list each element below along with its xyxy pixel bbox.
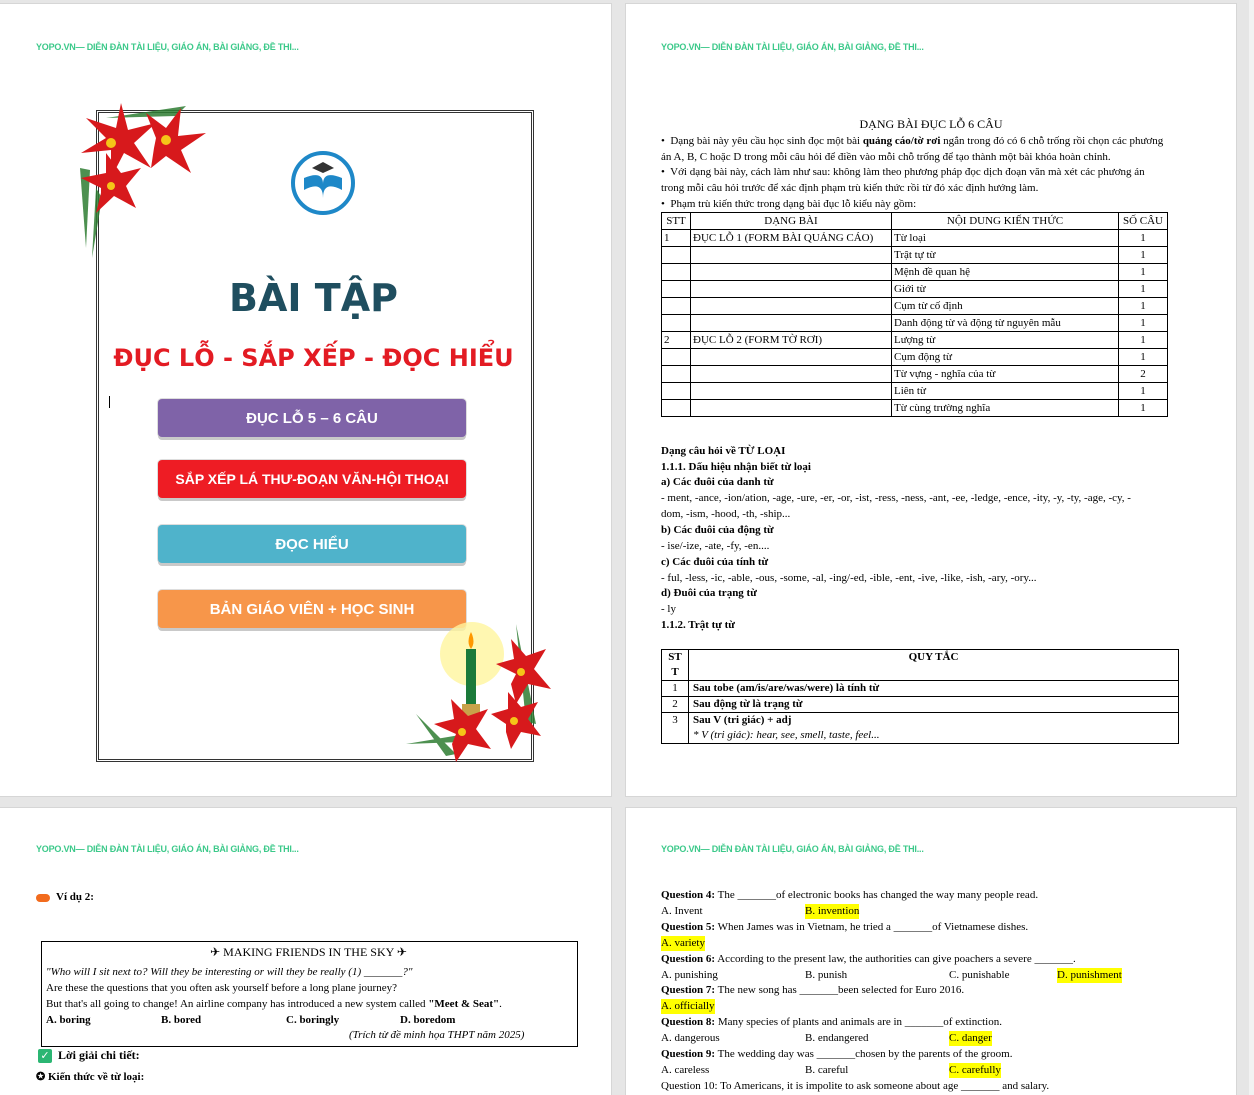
subsection-title: 1.1.2. Trật tự từ <box>661 619 735 631</box>
table-cell <box>691 247 892 264</box>
option-d[interactable]: D. boredom <box>400 1014 456 1026</box>
section-button-fill-in[interactable] <box>158 399 466 437</box>
table-cell <box>662 349 691 366</box>
table-cell: 3 <box>662 713 689 744</box>
table-cell: 1 <box>1119 400 1168 417</box>
page-header: YOPO.VN— DIỄN ĐÀN TÀI LIỆU, GIÁO ÁN, BÀI GIẢNG, ĐỀ THI... <box>36 42 299 52</box>
table-row <box>662 366 1168 383</box>
table-cell <box>662 264 691 281</box>
option-a[interactable]: A. Invent <box>661 905 703 917</box>
question-text: The _______of electronic books has changed the way many people read. <box>715 889 1039 901</box>
subsection-title: b) Các đuôi của động từ <box>661 524 774 536</box>
table-cell: Giới từ <box>892 281 1119 298</box>
table-cell: 2 <box>662 332 691 349</box>
table-row <box>662 230 1168 247</box>
table-header-cell: SỐ CÂU <box>1119 213 1168 230</box>
question-label: Question 4: <box>661 889 716 901</box>
option-b-answer[interactable]: B. invention <box>805 905 860 917</box>
table-cell: ĐỤC LỖ 2 (FORM TỜ RƠI) <box>691 332 892 349</box>
table-cell: ĐỤC LỖ 1 (FORM BÀI QUẢNG CÁO) <box>691 230 892 247</box>
table-row <box>662 697 1179 713</box>
question-text: The new song has _______been selected for Euro 2016. <box>715 984 965 996</box>
section-button-reading[interactable] <box>158 525 466 563</box>
table-row <box>662 264 1168 281</box>
check-icon: ✓ <box>38 1049 52 1063</box>
table-cell: Mệnh đề quan hệ <box>892 264 1119 281</box>
passage-line: "Who will I sit next to? Will they be interesting or will they be really (1) _______?" <box>46 966 413 978</box>
passage-text: . <box>499 998 502 1010</box>
table-header-cell <box>662 650 689 681</box>
table-header-cell: NỘI DUNG KIẾN THỨC <box>892 213 1119 230</box>
section-heading: DẠNG BÀI ĐỤC LỖ 6 CÂU <box>859 117 1003 131</box>
page-header: YOPO.VN— DIỄN ĐÀN TÀI LIỆU, GIÁO ÁN, BÀI GIẢNG, ĐỀ THI... <box>661 844 924 854</box>
cover-title: BÀI TẬP <box>229 276 398 320</box>
passage-title: ✈ MAKING FRIENDS IN THE SKY ✈ <box>210 945 407 959</box>
option-a[interactable]: A. boring <box>46 1014 91 1026</box>
table-cell <box>662 315 691 332</box>
table-row <box>662 349 1168 366</box>
poinsettia-decoration-top-left <box>66 98 226 268</box>
knowledge-label: ✪ Kiến thức về từ loại: <box>36 1071 145 1083</box>
table-cell <box>691 264 892 281</box>
cursor-mark <box>109 396 110 408</box>
table-cell: 2 <box>1119 366 1168 383</box>
table-header-row <box>662 213 1168 230</box>
header-part: T <box>671 666 679 678</box>
candle-poinsettia-decoration <box>396 604 556 764</box>
question-label: Question 6: <box>661 953 716 965</box>
question-label: Question 5: <box>661 921 716 933</box>
table-row <box>662 281 1168 298</box>
bullet-2-line2: trong mỗi câu hỏi trước để xác định phạm trù kiến thức rồi từ đó xác định hướng làm. <box>661 182 1039 194</box>
option-c-answer[interactable]: C. carefully <box>949 1064 1001 1076</box>
table-row <box>662 247 1168 264</box>
table-row <box>662 332 1168 349</box>
subsection-title: 1.1.1. Dấu hiệu nhận biết từ loại <box>661 461 811 473</box>
subsection-title: c) Các đuôi của tính từ <box>661 556 769 568</box>
passage-text: But that's all going to change! An airline company has introduced a new system called <box>46 998 429 1010</box>
suffix-list: - ful, -less, -ic, -able, -ous, -some, -al, -ing/-ed, -ible, -ent, -ive, -like, -ish, -ary, -ory... <box>661 572 1037 584</box>
table-header-cell: QUY TẮC <box>689 650 1179 681</box>
table-cell: 1 <box>1119 264 1168 281</box>
table-row <box>662 383 1168 400</box>
table-cell <box>662 247 691 264</box>
option-a[interactable]: A. careless <box>661 1064 710 1076</box>
table-cell <box>662 281 691 298</box>
book-logo-icon <box>290 150 356 216</box>
question-label: Question 7: <box>661 984 716 996</box>
table-cell: Từ vựng - nghĩa của từ <box>892 366 1119 383</box>
option-b[interactable]: B. bored <box>161 1014 202 1026</box>
page-example <box>0 808 611 1095</box>
table-cell: 1 <box>1119 315 1168 332</box>
section-button-label: ĐỤC LỖ 5 – 6 CÂU <box>246 409 378 427</box>
page-theory <box>626 4 1236 796</box>
table-cell: 2 <box>662 697 689 713</box>
table-cell <box>691 400 892 417</box>
question-7 <box>661 983 964 998</box>
passage-line: Are these the questions that you often ask yourself before a long plane journey? <box>46 982 397 994</box>
table-cell: 1 <box>1119 383 1168 400</box>
option-b[interactable]: B. endangered <box>805 1032 869 1044</box>
table-cell <box>691 383 892 400</box>
question-text: When James was in Vietnam, he tried a _______of Vietnamese dishes. <box>715 921 1029 933</box>
cover-subtitle: ĐỤC LỖ - SẮP XẾP - ĐỌC HIỂU <box>113 344 514 372</box>
page-questions <box>626 808 1236 1095</box>
table-row <box>662 713 1179 744</box>
question-text: Many species of plants and animals are in _______of extinction. <box>715 1016 1002 1028</box>
bullet-text: Với dạng bài này, cách làm như sau: không làm theo phương pháp đọc dịch đoạn văn mà xét các phương án <box>670 166 1145 178</box>
table-cell: 1 <box>1119 230 1168 247</box>
orange-bullet-icon <box>36 894 50 902</box>
question-6 <box>661 952 1076 967</box>
bullet-bold: quảng cáo/tờ rơi <box>862 135 941 147</box>
table-cell <box>662 400 691 417</box>
table-cell <box>691 298 892 315</box>
table-cell: Liên từ <box>892 383 1119 400</box>
table-cell <box>691 315 892 332</box>
page-header: YOPO.VN— DIỄN ĐÀN TÀI LIỆU, GIÁO ÁN, BÀI GIẢNG, ĐỀ THI... <box>36 844 299 854</box>
bullet-2: • Với dạng bài này, cách làm như sau: không làm theo phương pháp đọc dịch đoạn văn mà xét các phương án <box>661 166 1145 178</box>
source-note: (Trích từ đề minh họa THPT năm 2025) <box>349 1029 525 1041</box>
table-cell: 1 <box>1119 298 1168 315</box>
option-c-answer[interactable]: C. danger <box>949 1032 992 1044</box>
section-button-arrange[interactable] <box>158 460 466 498</box>
table-cell: 1 <box>1119 281 1168 298</box>
passage-line <box>46 997 502 1012</box>
table-row <box>662 400 1168 417</box>
table-row <box>662 681 1179 697</box>
table-cell: Sau tobe (am/is/are/was/were) là tính từ <box>689 681 1179 697</box>
section-button-label: BẢN GIÁO VIÊN + HỌC SINH <box>209 600 415 618</box>
table-cell <box>662 298 691 315</box>
question-10-partial: Question 10: To Americans, it is impolite to ask someone about age _______ and salary. <box>661 1080 1050 1092</box>
option-d-answer[interactable]: D. punishment <box>1057 969 1122 981</box>
knowledge-table <box>661 212 1168 417</box>
bullet-1: • Dạng bài này yêu cầu học sinh đọc một bài quảng cáo/tờ rơi ngắn trong đó có 6 chỗ trống rồi chọn các phương <box>661 135 1164 147</box>
question-text: According to the present law, the authorities can give poachers a severe _______. <box>715 953 1076 965</box>
option-c[interactable]: C. boringly <box>286 1014 340 1026</box>
subsection-title: d) Đuôi của trạng từ <box>661 587 757 599</box>
suffix-list: - ment, -ance, -ion/ation, -age, -ure, -er, -or, -ist, -ress, -ness, -ant, -ee, -ledge, -ence, -ity, -y, -ty, -age, -cy, - <box>661 492 1131 504</box>
table-cell: Lượng từ <box>892 332 1119 349</box>
table-cell: 1 <box>1119 349 1168 366</box>
table-row <box>662 298 1168 315</box>
table-row <box>662 315 1168 332</box>
table-header-row <box>662 650 1179 681</box>
table-cell: Từ cùng trường nghĩa <box>892 400 1119 417</box>
table-cell: Trật tự từ <box>892 247 1119 264</box>
option-b[interactable]: B. punish <box>805 969 848 981</box>
section-button-label: SẮP XẾP LÁ THƯ-ĐOẠN VĂN-HỘI THOẠI <box>175 471 449 487</box>
table-header-cell: DẠNG BÀI <box>691 213 892 230</box>
passage-bold: "Meet & Seat" <box>428 998 500 1010</box>
table-cell <box>662 366 691 383</box>
scrollbar-track[interactable] <box>1249 0 1254 1095</box>
table-cell <box>662 383 691 400</box>
option-b[interactable]: B. careful <box>805 1064 849 1076</box>
table-cell <box>691 281 892 298</box>
option-c[interactable]: C. punishable <box>949 969 1010 981</box>
rule-note: * V (tri giác): hear, see, smell, taste, feel... <box>693 729 880 741</box>
solution-label: Lời giải chi tiết: <box>58 1048 140 1062</box>
suffix-list: - ly <box>661 603 676 615</box>
bullet-3: • Phạm trù kiến thức trong dạng bài đục lỗ kiểu này gồm: <box>661 198 917 210</box>
table-cell: Từ loại <box>892 230 1119 247</box>
bullet-text: Dạng bài này yêu cầu học sinh đọc một bài <box>670 135 863 147</box>
rule-text: Sau V (tri giác) + adj <box>693 714 792 726</box>
subsection-title: Dạng câu hỏi về TỪ LOẠI <box>661 445 786 457</box>
table-cell: 1 <box>1119 332 1168 349</box>
table-cell: 1 <box>662 681 689 697</box>
bullet-text: Phạm trù kiến thức trong dạng bài đục lỗ kiểu này gồm: <box>670 198 917 210</box>
table-cell: Cụm từ cố định <box>892 298 1119 315</box>
table-cell: 1 <box>1119 247 1168 264</box>
table-header-cell: STT <box>662 213 691 230</box>
option-a-answer[interactable]: A. variety <box>661 937 705 949</box>
suffix-list: dom, -ism, -hood, -th, -ship... <box>661 508 791 520</box>
page-header: YOPO.VN— DIỄN ĐÀN TÀI LIỆU, GIÁO ÁN, BÀI GIẢNG, ĐỀ THI... <box>661 42 924 52</box>
table-cell <box>689 713 1179 744</box>
table-cell: 1 <box>662 230 691 247</box>
subsection-title: a) Các đuôi của danh từ <box>661 476 774 488</box>
table-cell: Danh động từ và động từ nguyên mẫu <box>892 315 1119 332</box>
option-a[interactable]: A. punishing <box>661 969 718 981</box>
question-5 <box>661 920 1028 935</box>
question-8 <box>661 1015 1002 1030</box>
question-label: Question 8: <box>661 1016 716 1028</box>
example-label: Ví dụ 2: <box>56 891 94 903</box>
question-9 <box>661 1047 1012 1062</box>
bullet-text: ngắn trong đó có 6 chỗ trống rồi chọn các phương <box>940 135 1164 147</box>
table-cell: Sau động từ là trạng từ <box>689 697 1179 713</box>
bullet-1-line2: án A, B, C hoặc D trong mỗi câu hỏi để điền vào mỗi chỗ trống để tạo thành một bài khóa hoàn chỉnh. <box>661 151 1111 163</box>
table-cell <box>691 349 892 366</box>
word-order-table <box>661 649 1179 744</box>
section-button-label: ĐỌC HIỂU <box>275 535 349 553</box>
question-label: Question 9: <box>661 1048 716 1060</box>
suffix-list: - ise/-ize, -ate, -fy, -en.... <box>661 540 770 552</box>
table-cell: Cụm động từ <box>892 349 1119 366</box>
table-cell <box>691 366 892 383</box>
option-a-answer[interactable]: A. officially <box>661 1000 715 1012</box>
option-a[interactable]: A. dangerous <box>661 1032 720 1044</box>
header-part: ST <box>668 651 682 663</box>
question-4 <box>661 888 1038 903</box>
page-cover <box>0 4 611 796</box>
question-text: The wedding day was _______chosen by the parents of the groom. <box>715 1048 1013 1060</box>
